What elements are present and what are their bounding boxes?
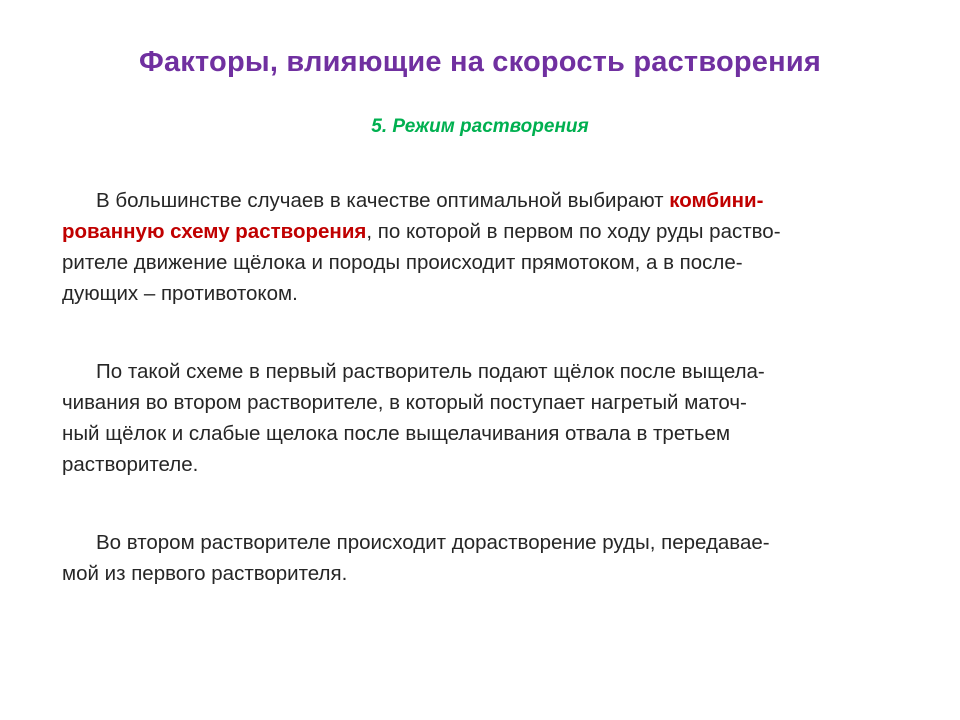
paragraph-line: растворителе.	[62, 453, 199, 476]
highlighted-term: рованную схему растворения	[62, 220, 367, 243]
paragraph-line: ный щёлок и слабые щелока после выщелачивания отвала в третьем	[62, 422, 731, 445]
paragraph-combined-scheme	[62, 185, 902, 309]
paragraph-line: По такой схеме в первый растворитель подают щёлок после выщела-	[96, 360, 765, 383]
paragraph-line: дующих – противотоком.	[62, 282, 298, 305]
paragraph-first-dissolver	[62, 356, 902, 480]
paragraph-line: Во втором растворителе происходит дорастворение руды, передавае-	[96, 531, 770, 554]
text-run: , по которой в первом по ходу руды раство-	[366, 220, 781, 243]
slide-subtitle: 5. Режим растворения	[371, 116, 589, 137]
paragraph-line	[62, 185, 902, 216]
text-run: В большинстве случаев в качестве оптимальной выбирают	[96, 189, 670, 212]
slide-title: Факторы, влияющие на скорость растворения	[139, 46, 821, 78]
paragraph-second-dissolver	[62, 527, 902, 589]
paragraph-line: чивания во втором растворителе, в который поступает нагретый маточ-	[62, 391, 747, 414]
paragraph-line	[62, 216, 902, 247]
paragraph-line: мой из первого растворителя.	[62, 562, 348, 585]
paragraph-line: рителе движение щёлока и породы происходит прямотоком, а в после-	[62, 251, 743, 274]
highlighted-term: комбини-	[669, 189, 764, 212]
